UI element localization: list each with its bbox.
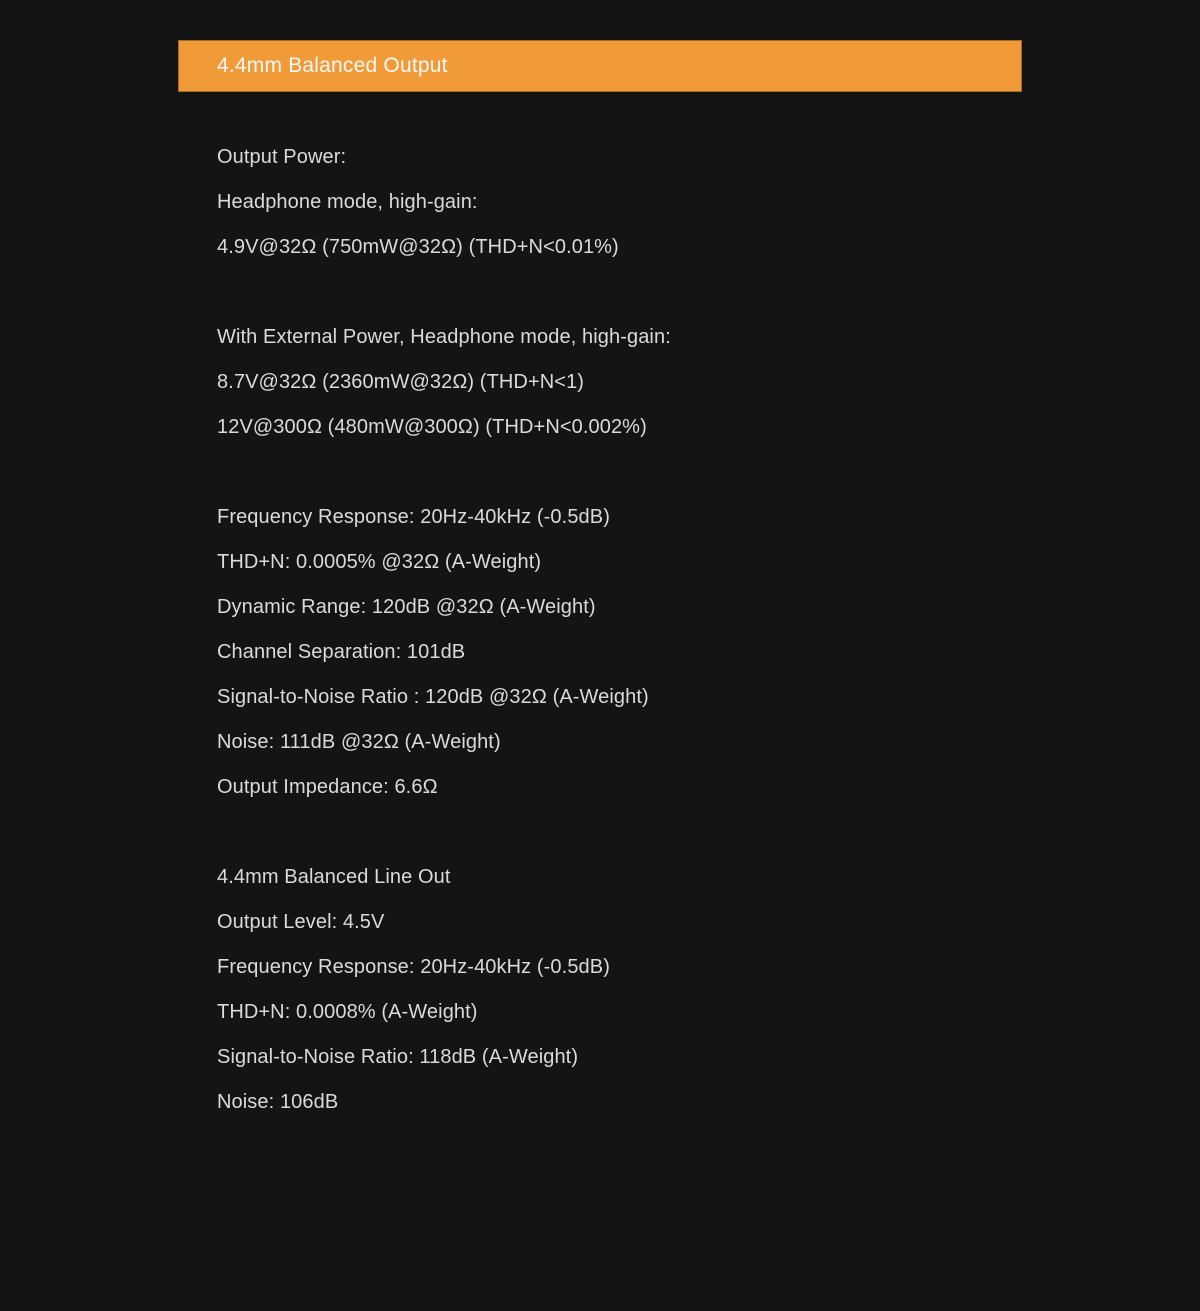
spec-line: Channel Separation: 101dB (217, 641, 466, 663)
spec-line: With External Power, Headphone mode, high-gain: (217, 326, 671, 348)
spec-line: 8.7V@32Ω (2360mW@32Ω) (THD+N<1) (217, 371, 585, 393)
spec-section-external-power (217, 315, 1200, 450)
spec-line: THD+N: 0.0005% @32Ω (A-Weight) (217, 551, 542, 573)
spec-line: Noise: 106dB (217, 1091, 339, 1113)
spec-line: Signal-to-Noise Ratio : 120dB @32Ω (A-Weight) (217, 686, 649, 708)
spec-line: Output Power: (217, 146, 347, 168)
section-header-banner (178, 40, 1022, 92)
spec-line: Headphone mode, high-gain: (217, 191, 478, 213)
spec-line: 12V@300Ω (480mW@300Ω) (THD+N<0.002%) (217, 416, 647, 438)
spec-line: 4.4mm Balanced Line Out (217, 866, 451, 888)
spec-line: Frequency Response: 20Hz-40kHz (-0.5dB) (217, 956, 610, 978)
section-header-title: 4.4mm Balanced Output (217, 54, 448, 77)
spec-section-output-power (217, 135, 1200, 270)
spec-section-headphone-measurements (217, 495, 1200, 810)
spec-line: Output Impedance: 6.6Ω (217, 776, 438, 798)
spec-content (217, 135, 1200, 1125)
spec-line: Frequency Response: 20Hz-40kHz (-0.5dB) (217, 506, 610, 528)
spec-line: THD+N: 0.0008% (A-Weight) (217, 1001, 478, 1023)
spec-line: Signal-to-Noise Ratio: 118dB (A-Weight) (217, 1046, 579, 1068)
spec-line: Noise: 111dB @32Ω (A-Weight) (217, 731, 501, 753)
spec-line: Dynamic Range: 120dB @32Ω (A-Weight) (217, 596, 596, 618)
spec-section-balanced-line-out (217, 855, 1200, 1125)
spec-line: Output Level: 4.5V (217, 911, 385, 933)
spec-line: 4.9V@32Ω (750mW@32Ω) (THD+N<0.01%) (217, 236, 619, 258)
